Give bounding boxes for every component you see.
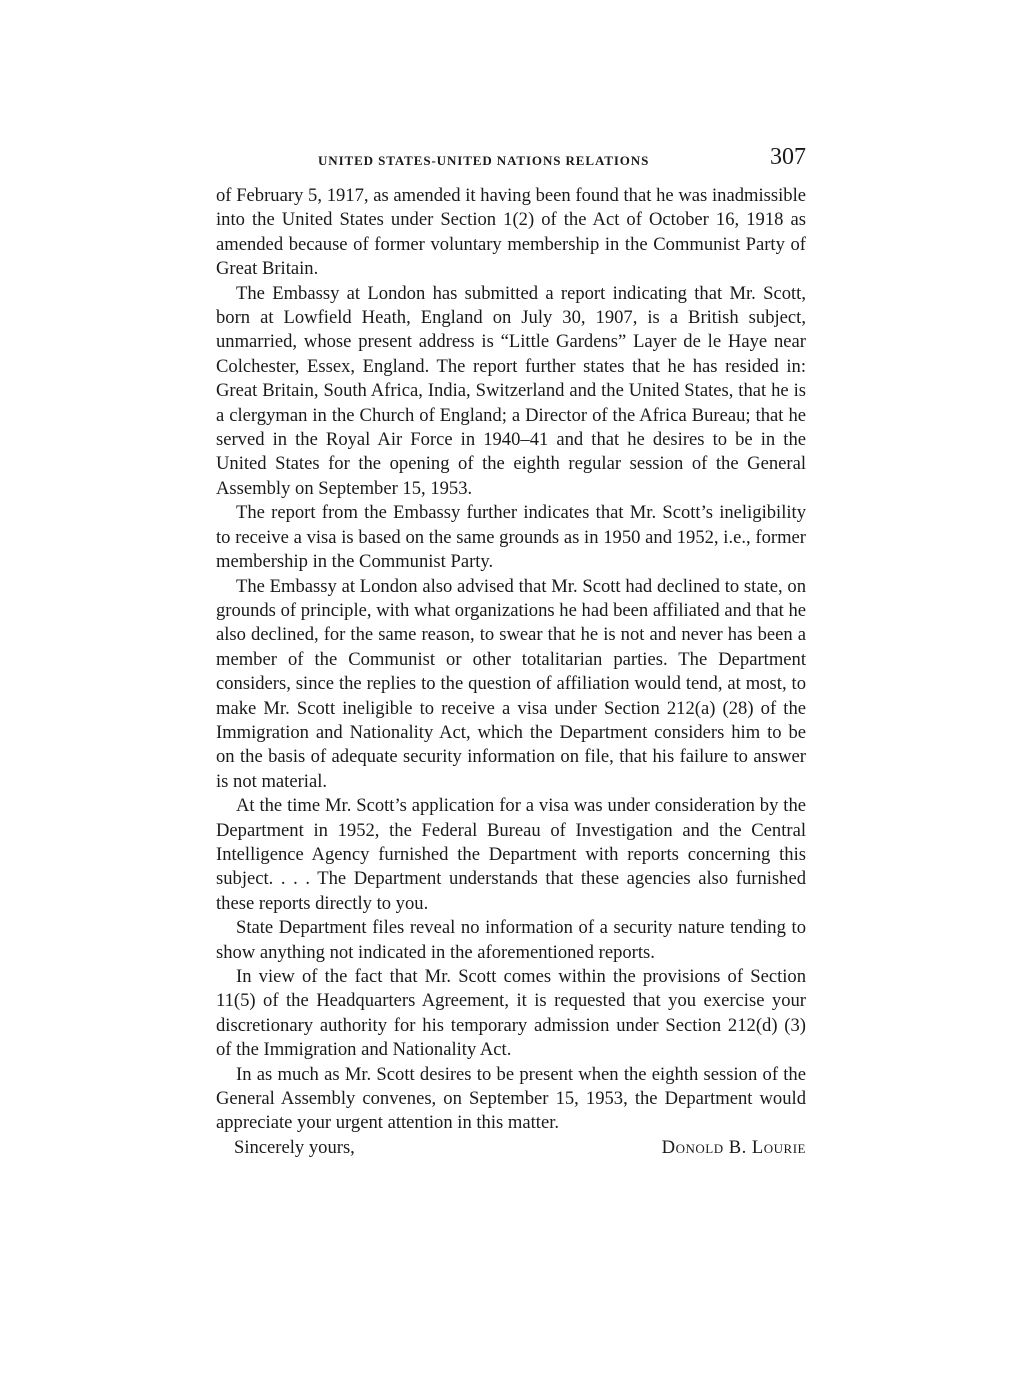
paragraph-request-admission: In view of the fact that Mr. Scott comes within the provisions of Section 11(5) of the Headquarters Agreement, it is requested that you exercise your discretionary authority for his temporary admission under Section 212(d) (3) of the Immigration and Nationality Act.: [216, 966, 806, 1061]
letter-body: [216, 184, 806, 1136]
paragraph-continuation: of February 5, 1917, as amended it having been found that he was inadmissible into the United States under Section 1(2) of the Act of October 16, 1918 as amended because of former voluntary membership in the Communist Party of Great Britain.: [216, 185, 806, 280]
paragraph-fbi-cia-reports: At the time Mr. Scott’s application for a visa was under consideration by the Department in 1952, the Federal Bureau of Investigation and the Central Intelligence Agency furnished the Department with reports concerning this subject. . . . The Department understands that these agencies also furnished these reports directly to you.: [216, 795, 806, 914]
paragraph-embassy-report: The Embassy at London has submitted a report indicating that Mr. Scott, born at Lowfield Heath, England on July 30, 1907, is a British subject, unmarried, whose present address is “Little Gardens” Layer de le Haye near Colchester, Essex, England. The report further states that he has resided in: Great Britain, South Africa, India, Switzerland and the United States, that he is a clergyman in the Church of England; a Director of the Africa Bureau; that he served in the Royal Air Force in 1940–41 and that he desires to be in the United States for the opening of the eighth regular session of the General Assembly on September 15, 1953.: [216, 282, 806, 499]
paragraph-urgent-attention: In as much as Mr. Scott desires to be present when the eighth session of the General Assembly convenes, on September 15, 1953, the Department would appreciate your urgent attention in this matter.: [216, 1063, 806, 1134]
document-page: [216, 144, 806, 1160]
running-head: [216, 144, 806, 184]
signature: Donold B. Lourie: [661, 1136, 806, 1158]
paragraph-ineligibility: The report from the Embassy further indicates that Mr. Scott’s ineligibility to receive a visa is based on the same grounds as in 1950 and 1952, i.e., former membership in the Communist Party.: [216, 502, 806, 573]
letter-closing: [216, 1136, 806, 1160]
running-title: UNITED STATES-UNITED NATIONS RELATIONS: [318, 153, 650, 168]
paragraph-state-department-files: State Department files reveal no information of a security nature tending to show anything not indicated in the aforementioned reports.: [216, 917, 806, 963]
salutation: Sincerely yours,: [234, 1136, 355, 1158]
page-number: 307: [770, 144, 806, 170]
paragraph-declined-to-state: The Embassy at London also advised that Mr. Scott had declined to state, on grounds of principle, with what organizations he had been affiliated and that he also declined, for the same reason, to swear that he is not and never has been a member of the Communist or other totalitarian parties. The Department considers, since the replies to the question of affiliation would tend, at most, to make Mr. Scott ineligible to receive a visa under Section 212(a) (28) of the Immigration and Nationality Act, which the Department considers him to be on the basis of adequate security information on file, that his failure to answer is not material.: [216, 575, 806, 792]
